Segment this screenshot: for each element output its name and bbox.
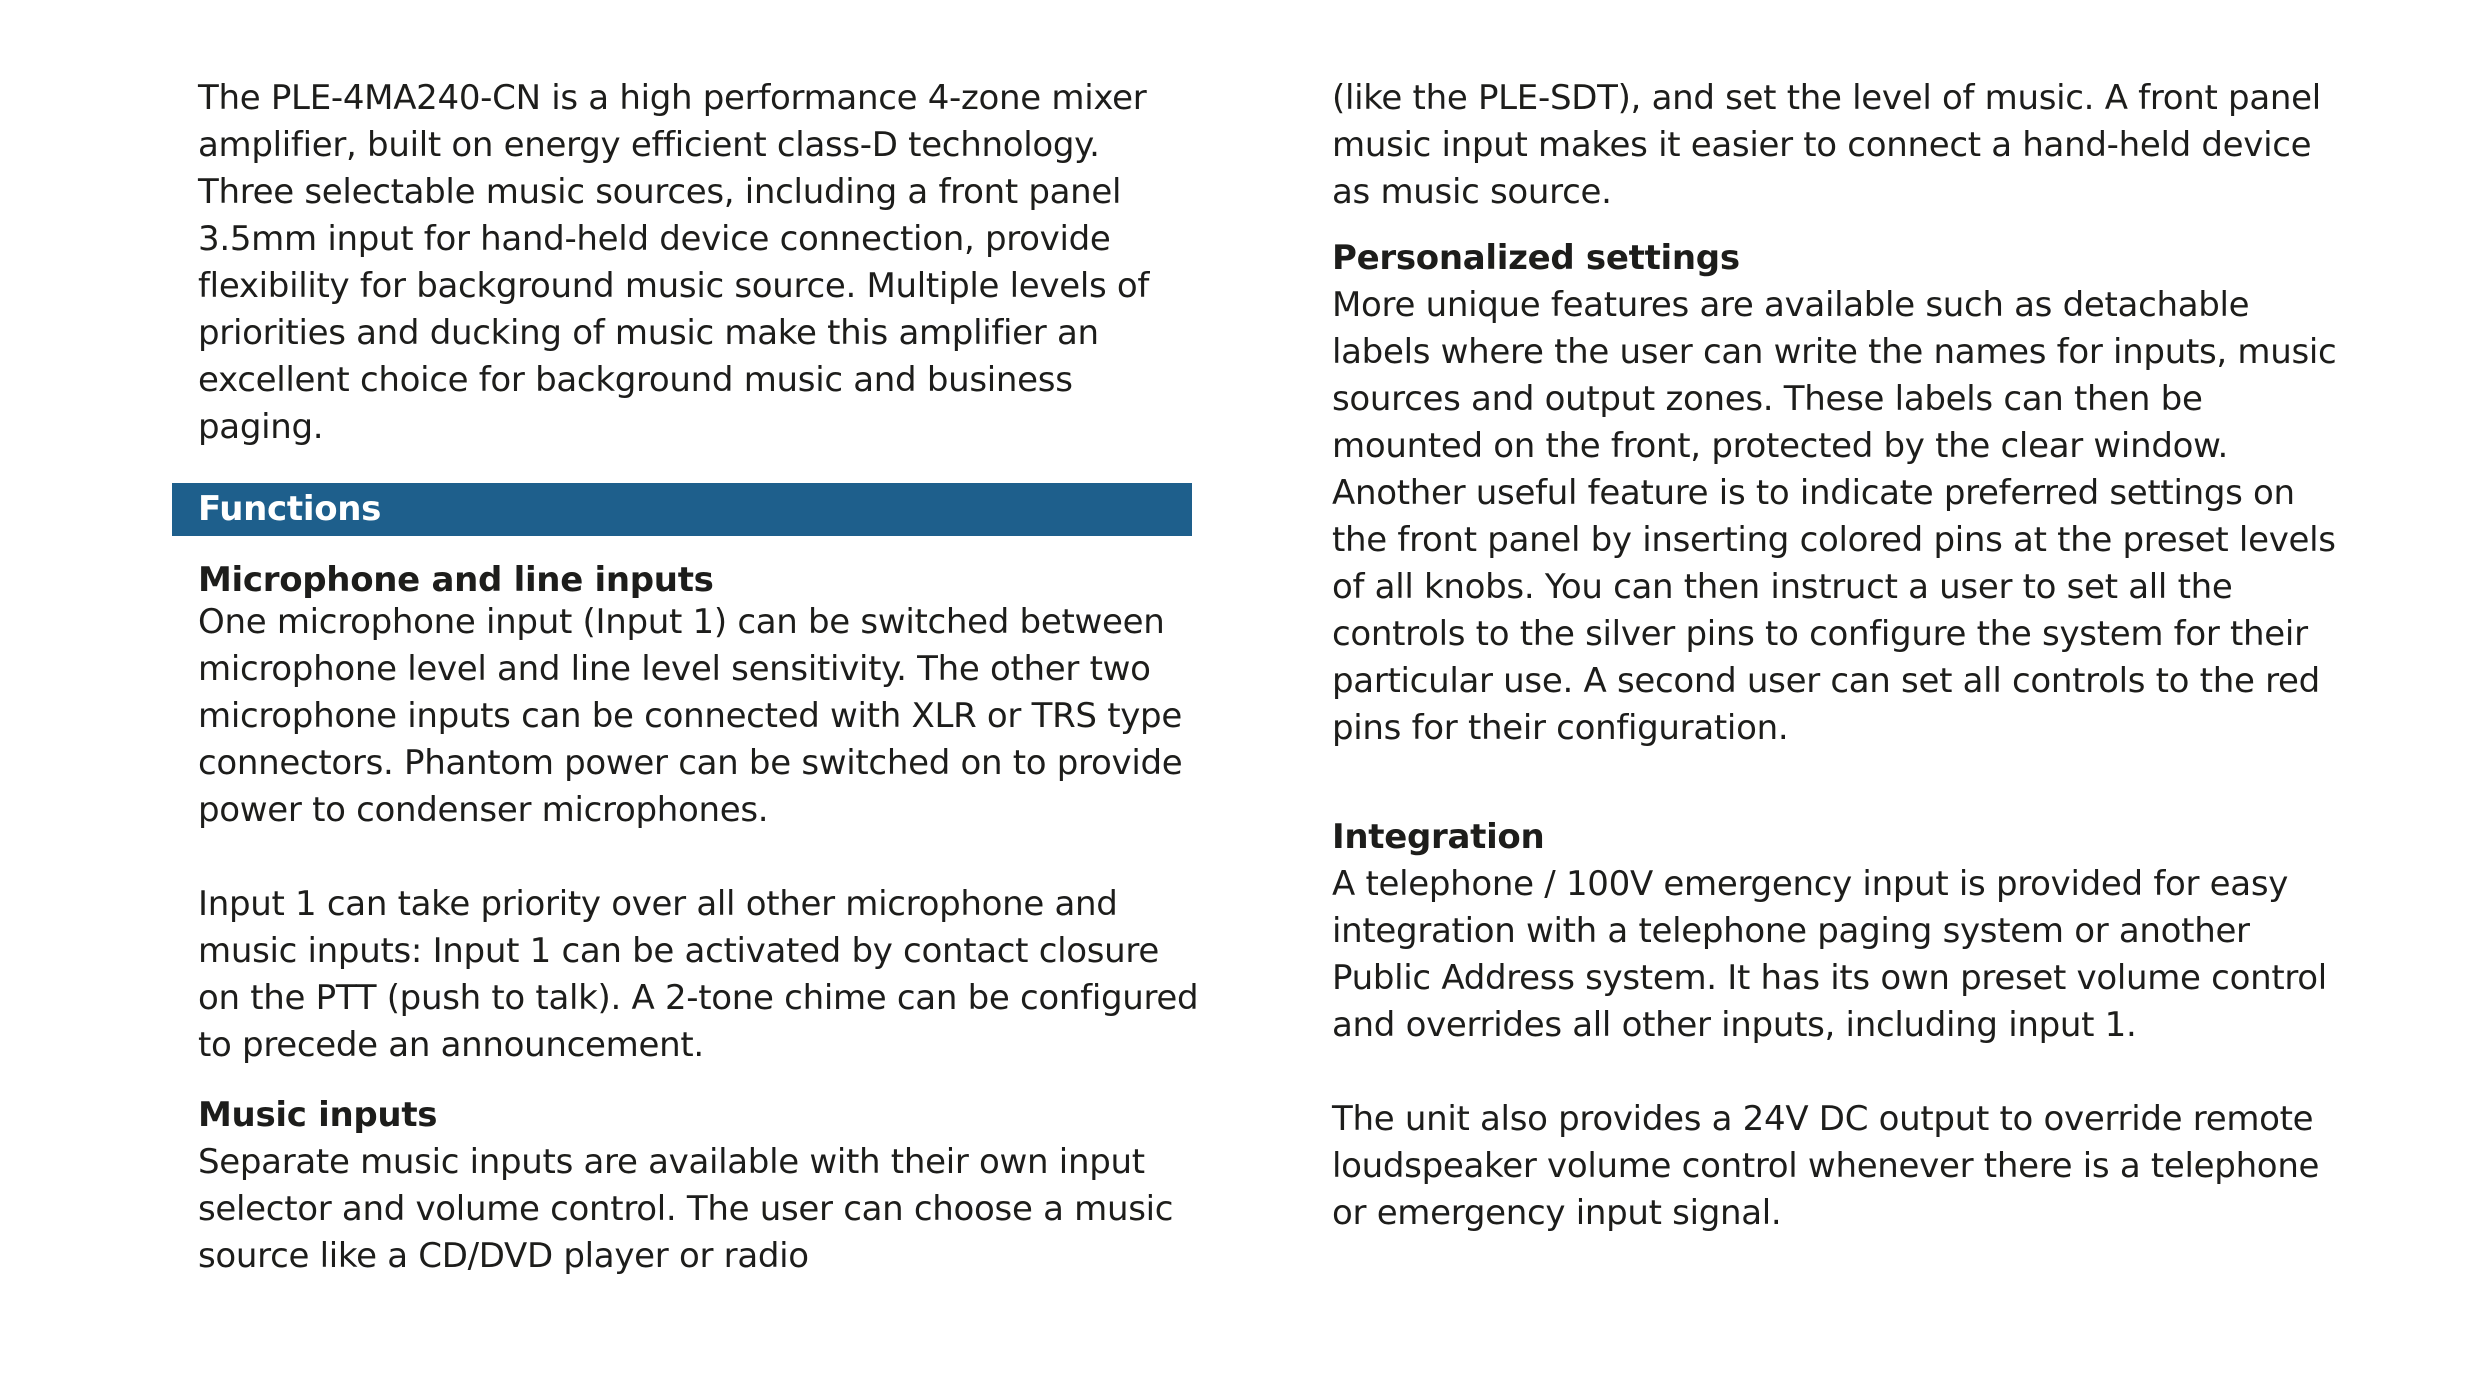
functions-section-title: Functions: [198, 489, 382, 529]
paragraph-music-inputs-1: Separate music inputs are available with their own input selector and volume control. The user can choose a music source like a CD/DVD player or radio: [198, 1142, 1174, 1276]
heading-music-inputs: Music inputs: [198, 1095, 438, 1135]
functions-section-bar: [172, 483, 1192, 536]
intro-paragraph: The PLE-4MA240-CN is a high performance 4-zone mixer amplifier, built on energy efficient class-D technology. Three selectable music sources, including a front panel 3.5mm input for hand-held device connection, provide flexibility for background music source. Multiple levels of priorities and ducking of music make this amplifier an excellent choice for background music and business paging.: [198, 78, 1150, 447]
paragraph-personalized-settings-1: More unique features are available such as detachable labels where the user can write the names for inputs, music sources and output zones. These labels can then be mounted on the front, protected by the clear window. Another useful feature is to indicate preferred settings on the front panel by inserting colored pins at the preset levels of all knobs. You can then instruct a user to set all the controls to the silver pins to configure the system for their particular use. A second user can set all controls to the red pins for their configuration.: [1332, 285, 2337, 748]
paragraph-microphone-inputs-2: Input 1 can take priority over all other microphone and music inputs: Input 1 can be activated by contact closure on the PTT (push to talk). A 2-tone chime can be configured to precede an announcement.: [198, 884, 1199, 1065]
continuation-paragraph: (like the PLE-SDT), and set the level of music. A front panel music input makes it easier to connect a hand-held device as music source.: [1332, 78, 2321, 212]
paragraph-microphone-inputs-1: One microphone input (Input 1) can be switched between microphone level and line level sensitivity. The other two microphone inputs can be connected with XLR or TRS type connectors. Phantom power can be switched on to provide power to condenser microphones.: [198, 602, 1183, 830]
left-column: [198, 0, 1203, 1400]
paragraph-integration-2: The unit also provides a 24V DC output to override remote loudspeaker volume control whenever there is a telephone or emergency input signal.: [1332, 1099, 2320, 1233]
paragraph-integration-1: A telephone / 100V emergency input is provided for easy integration with a telephone paging system or another Public Address system. It has its own preset volume control and overrides all other inputs, including input 1.: [1332, 864, 2327, 1045]
heading-microphone-and-line-inputs: Microphone and line inputs: [198, 560, 714, 600]
heading-integration: Integration: [1332, 817, 1545, 857]
right-column: [1332, 0, 2337, 1400]
heading-personalized-settings: Personalized settings: [1332, 238, 1740, 278]
